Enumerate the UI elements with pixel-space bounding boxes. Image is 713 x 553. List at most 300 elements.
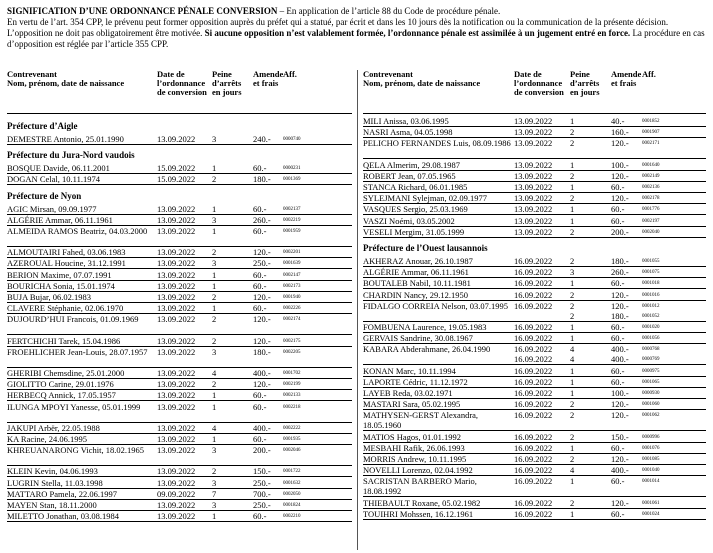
detention-days: 2 xyxy=(570,431,575,442)
detention-days: 3 xyxy=(212,477,217,488)
case-number: 0001639 xyxy=(283,261,301,267)
conversion-date: 09.09.2022 xyxy=(157,488,196,499)
offender-name: VASZI Noémi, 03.05.2002 xyxy=(363,215,455,226)
table-row xyxy=(363,377,706,388)
conversion-date: 13.09.2022 xyxy=(157,368,196,378)
detention-days: 4 xyxy=(212,368,217,378)
conversion-date: 16.09.2022 xyxy=(514,399,553,410)
left-column xyxy=(7,69,352,522)
fine-amount: 120.- xyxy=(611,170,629,181)
fine-amount: 250.- xyxy=(253,258,271,269)
offender-name: KHREUANARONG Vichit, 18.02.1965 xyxy=(7,445,144,456)
fine-amount: 60.- xyxy=(253,401,267,412)
case-number: 0002178 xyxy=(642,196,660,202)
case-number: 0001085 xyxy=(642,457,660,462)
case-number: 0002222 xyxy=(283,425,301,431)
case-number: 0001056 xyxy=(642,336,660,342)
offender-name: MATHYSEN-GERST Alexandra, 18.05.1960 xyxy=(363,410,479,431)
case-number: 0001852 xyxy=(642,119,660,124)
conversion-date: 13.09.2022 xyxy=(157,258,196,269)
detention-days: 3 xyxy=(212,258,217,269)
fine-amount: 200.- xyxy=(611,226,629,237)
fine-amount: 250.- xyxy=(253,500,271,510)
table-row xyxy=(363,366,706,377)
conversion-date: 13.09.2022 xyxy=(157,401,196,412)
offender-name: ALMEIDA RAMOS Beatriz, 04.03.2000 xyxy=(7,226,148,236)
document-body-end: La procédure en cas d’opposition est réglée par l’article 355 CPP. xyxy=(7,28,705,49)
offender-name: KABARA Abderahmane, 26.04.1990 xyxy=(363,344,491,355)
table-row xyxy=(363,333,706,344)
fine-amount: 400.- xyxy=(253,368,271,378)
detention-days: 1 xyxy=(570,116,575,126)
table-row xyxy=(363,160,706,171)
detention-days: 3 xyxy=(212,500,217,510)
conversion-date: 16.09.2022 xyxy=(514,333,553,344)
table-row xyxy=(363,454,706,465)
offender-name: BUJA Bujar, 06.02.1983 xyxy=(7,292,91,302)
offender-name: STANCA Richard, 06.01.1985 xyxy=(363,182,468,192)
conversion-date: 13.09.2022 xyxy=(157,390,196,401)
detention-days: 2 xyxy=(212,335,217,346)
table-row xyxy=(363,301,706,322)
conversion-date: 13.09.2022 xyxy=(157,214,196,225)
fine-amount: 260.- xyxy=(611,267,629,278)
detention-days: 2 xyxy=(570,454,575,464)
fine-amount: 60.- xyxy=(611,204,625,215)
table-row xyxy=(7,489,352,500)
case-number: 0002210 xyxy=(283,514,301,520)
offender-name: DEMESTRE Antonio, 25.01.1990 xyxy=(7,134,124,144)
fine-amount: 700.- xyxy=(253,488,271,499)
table-row xyxy=(7,174,352,185)
fine-amount: 60.- xyxy=(611,333,625,344)
detention-days: 2 xyxy=(212,466,217,477)
detention-days: 2 xyxy=(212,379,217,390)
table-row xyxy=(363,344,706,365)
conversion-date: 16.09.2022 xyxy=(514,508,553,519)
fine-amount: 180.- xyxy=(253,346,271,357)
detention-days: 1 xyxy=(570,442,575,453)
detention-days: 1 xyxy=(212,203,217,214)
fine-amount: 60.- xyxy=(253,511,267,522)
table-row xyxy=(363,432,706,443)
case-number: 0002197 xyxy=(642,218,660,224)
conversion-date: 13.09.2022 xyxy=(157,303,196,314)
offender-name: GIOLITTO Carine, 29.01.1976 xyxy=(7,379,114,390)
table-row xyxy=(7,215,352,226)
table-row xyxy=(7,292,352,303)
fine-amount: 260.- xyxy=(253,214,271,225)
case-number: 0002218 xyxy=(283,404,301,410)
table-row xyxy=(363,138,706,159)
header-date: Date de l’ordonnance de conversion xyxy=(514,69,564,97)
case-number: 0001016 xyxy=(642,292,660,298)
section-heading: Préfecture de Nyon xyxy=(7,190,82,201)
conversion-date: 13.09.2022 xyxy=(514,226,553,237)
document-body-bold: Si aucune opposition n’est valablement formée, l’ordonnance pénale est assimilée à un jugement entré en force. xyxy=(204,28,631,38)
detention-days: 1 xyxy=(212,390,217,401)
conversion-date: 16.09.2022 xyxy=(514,289,553,300)
case-number: 0001959 xyxy=(283,229,301,234)
case-number: 0000768 0000769 xyxy=(642,347,660,363)
offender-name: MORRIS Andrew, 10.11.1995 xyxy=(363,454,467,464)
header-aff: Aff. xyxy=(642,69,656,79)
detention-days: 2 xyxy=(212,292,217,302)
table-row xyxy=(363,256,706,267)
offender-name: FROEHLICHER Jean-Louis, 28.07.1957 xyxy=(7,346,148,357)
conversion-date: 13.09.2022 xyxy=(157,477,196,488)
document-header xyxy=(7,6,707,50)
table-row xyxy=(7,390,352,401)
conversion-date: 16.09.2022 xyxy=(514,365,553,376)
fine-amount: 160.- xyxy=(611,127,629,138)
conversion-date: 13.09.2022 xyxy=(157,445,196,456)
offender-name: GERVAIS Sandrine, 30.08.1967 xyxy=(363,333,473,344)
detention-days: 1 xyxy=(570,333,575,344)
offender-name: ALMOUTAIRI Fahed, 03.06.1983 xyxy=(7,247,126,258)
detention-days: 3 xyxy=(212,445,217,456)
case-number: 0001632 xyxy=(283,480,301,486)
table-row xyxy=(363,278,706,289)
case-number: 0002149 xyxy=(642,173,660,179)
table-row xyxy=(363,204,706,215)
conversion-date: 13.09.2022 xyxy=(514,159,553,170)
detention-days: 2 xyxy=(212,247,217,258)
offender-name: ALGÉRIE Ammar, 06.11.1961 xyxy=(7,214,113,225)
table-row xyxy=(7,500,352,511)
fine-amount: 60.- xyxy=(253,280,267,291)
detention-days: 2 xyxy=(570,399,575,410)
fine-amount: 40.- xyxy=(611,116,625,126)
case-number: 0001907 xyxy=(642,130,660,136)
column-divider xyxy=(357,70,358,550)
case-number: 0002219 xyxy=(283,217,301,223)
table-row xyxy=(7,247,352,258)
fine-amount: 250.- xyxy=(253,477,271,488)
offender-name: BERION Maxime, 07.07.1991 xyxy=(7,269,112,280)
table-row xyxy=(7,336,352,347)
conversion-date: 16.09.2022 xyxy=(514,322,553,332)
conversion-date: 16.09.2022 xyxy=(514,497,553,508)
detention-days: 3 xyxy=(212,346,217,357)
offender-name: TOUIHRI Mohssen, 16.12.1961 xyxy=(363,508,474,519)
case-number: 0002050 xyxy=(283,491,301,497)
conversion-date: 13.09.2022 xyxy=(157,292,196,302)
header-contrevenant: Contrevenant Nom, prénom, date de naissance xyxy=(7,69,125,88)
conversion-date: 15.09.2022 xyxy=(157,163,196,174)
case-number: 0002147 xyxy=(283,272,301,278)
right-column xyxy=(363,69,706,519)
detention-days: 2 xyxy=(570,138,575,149)
conversion-date: 13.09.2022 xyxy=(514,170,553,181)
offender-name: THIEBAULT Roxane, 05.02.1982 xyxy=(363,497,481,508)
offender-name: GHERIBI Chemsdine, 25.01.2000 xyxy=(7,368,125,378)
detention-days: 1 xyxy=(212,269,217,280)
case-number: 0001776 xyxy=(642,207,660,213)
fine-amount: 150.- xyxy=(611,431,629,442)
case-number: 0000740 xyxy=(283,137,301,142)
fine-amount: 120.- xyxy=(611,410,629,421)
conversion-date: 13.09.2022 xyxy=(514,204,553,215)
offender-name: AGIC Mirsan, 09.09.1977 xyxy=(7,203,97,214)
offender-name: MILETTO Jonathan, 03.08.1984 xyxy=(7,511,119,522)
detention-days: 1 xyxy=(570,376,575,387)
detention-days: 2 xyxy=(212,314,217,325)
fine-amount: 60.- xyxy=(253,203,267,214)
table-row xyxy=(7,347,352,368)
case-number: 0001702 xyxy=(283,371,301,376)
offender-name: MILI Anissa, 03.06.1995 xyxy=(363,116,449,126)
detention-days: 1 xyxy=(570,508,575,519)
case-number: 0001065 xyxy=(642,379,660,385)
detention-days: 1 xyxy=(570,476,575,487)
offender-name: BOSQUE Davide, 06.11.2001 xyxy=(7,163,110,174)
detention-days: 2 xyxy=(570,289,575,300)
fine-amount: 60.- xyxy=(611,215,625,226)
fine-amount: 60.- xyxy=(253,163,267,174)
conversion-date: 16.09.2022 xyxy=(514,278,553,289)
table-row xyxy=(363,465,706,476)
conversion-date: 13.09.2022 xyxy=(157,269,196,280)
table-row xyxy=(363,410,706,431)
case-number: 0002171 xyxy=(642,141,660,147)
detention-days: 1 xyxy=(212,434,217,444)
case-number: 0002136 xyxy=(642,185,660,190)
detention-days: 3 xyxy=(212,214,217,225)
fine-amount: 120.- xyxy=(611,138,629,149)
offender-name: AKHERAZ Anouar, 26.10.1987 xyxy=(363,256,473,266)
detention-days: 2 2 xyxy=(570,300,575,321)
table-row xyxy=(7,226,352,247)
case-number: 0000930 xyxy=(642,391,660,396)
table-header xyxy=(7,70,352,114)
detention-days: 1 xyxy=(570,159,575,170)
fine-amount: 60.- xyxy=(253,390,267,401)
offender-name: FIDALGO CORREIA Nelson, 03.07.1995 xyxy=(363,300,508,311)
conversion-date: 13.09.2022 xyxy=(157,314,196,325)
table-row xyxy=(7,466,352,477)
case-number: 0001055 xyxy=(642,259,660,264)
detention-days: 3 xyxy=(570,267,575,278)
detention-days: 1 xyxy=(212,163,217,174)
detention-days: 1 xyxy=(212,226,217,236)
table-row xyxy=(363,476,706,497)
table-row xyxy=(363,227,706,238)
fine-amount: 60.- xyxy=(253,226,267,236)
detention-days: 2 xyxy=(212,174,217,185)
table-row xyxy=(7,445,352,466)
offender-name: FOMBUENA Laurence, 19.05.1983 xyxy=(363,322,487,332)
conversion-date: 16.09.2022 xyxy=(514,431,553,442)
conversion-date: 16.09.2022 xyxy=(514,300,553,311)
conversion-date: 16.09.2022 xyxy=(514,410,553,421)
conversion-date: 16.09.2022 xyxy=(514,465,553,476)
document-body: En vertu de l’art. 354 CPP, le prévenu peut former opposition auprès du préfet qui a statué, par écrit et dans les 10 jours dès la notification ou la communication de la présente décision. L’opposition ne doit pas obligatoirement être motivée. xyxy=(7,17,669,38)
detention-days: 2 xyxy=(570,410,575,421)
detention-days: 2 xyxy=(570,226,575,237)
conversion-date: 13.09.2022 xyxy=(157,226,196,236)
offender-name: NASRI Asma, 04.05.1998 xyxy=(363,127,453,138)
offender-name: ILUNGA MPOYI Yanesse, 05.01.1999 xyxy=(7,401,141,412)
detention-days: 1 xyxy=(570,204,575,215)
fine-amount: 60.- xyxy=(253,269,267,280)
offender-name: SACRISTAN BARBERO Mario, 18.08.1992 xyxy=(363,476,477,497)
offender-name: KA Racine, 24.06.1995 xyxy=(7,434,88,444)
case-number: 0002201 xyxy=(283,250,301,256)
detention-days: 2 xyxy=(570,170,575,181)
detention-days: 1 xyxy=(212,303,217,314)
case-number: 0001640 xyxy=(642,162,660,168)
detention-days: 4 xyxy=(570,465,575,476)
offender-name: VESELI Mergim, 31.05.1999 xyxy=(363,226,465,237)
offender-name: ROBERT Jean, 07.05.1965 xyxy=(363,170,456,181)
offender-name: BOURICHA Sonia, 15.01.1974 xyxy=(7,280,115,291)
case-number: 0002199 xyxy=(283,382,301,388)
table-row xyxy=(7,163,352,174)
conversion-date: 13.09.2022 xyxy=(157,134,196,144)
table-row xyxy=(7,258,352,269)
offender-name: VASQUES Sergio, 25.03.1969 xyxy=(363,204,468,215)
conversion-date: 13.09.2022 xyxy=(157,511,196,522)
offender-name: MAYEN Stan, 18.11.2000 xyxy=(7,500,97,510)
case-number: 0001061 xyxy=(642,500,660,506)
conversion-date: 13.09.2022 xyxy=(514,215,553,226)
fine-amount: 120.- xyxy=(253,314,271,325)
table-row xyxy=(7,204,352,215)
case-number: 0002040 xyxy=(642,229,660,235)
case-number: 0001062 xyxy=(642,413,660,419)
header-peine: Peine d’arrêts en jours xyxy=(570,69,600,97)
offender-name: MESBAHI Rafik, 26.06.1993 xyxy=(363,442,465,453)
header-contrevenant: Contrevenant Nom, prénom, date de naissance xyxy=(363,69,481,88)
fine-amount: 120.- xyxy=(611,454,629,464)
fine-amount: 120.- xyxy=(253,335,271,346)
header-peine: Peine d’arrêts en jours xyxy=(212,69,242,97)
table-row xyxy=(363,216,706,227)
table-row xyxy=(7,368,352,379)
offender-name: ALGÉRIE Ammar, 06.11.1961 xyxy=(363,267,469,278)
offender-name: LAPORTE Cédric, 11.12.1972 xyxy=(363,376,468,387)
offender-name: MASTARI Sara, 05.02.1995 xyxy=(363,399,461,410)
detention-days: 1 xyxy=(570,182,575,192)
fine-amount: 60.- xyxy=(611,322,625,332)
detention-days: 2 xyxy=(570,497,575,508)
case-number: 0001075 xyxy=(642,270,660,276)
conversion-date: 13.09.2022 xyxy=(157,422,196,433)
offender-name: DOGAN Celal, 10.11.1974 xyxy=(7,174,100,185)
fine-amount: 120.- xyxy=(253,379,271,390)
case-number: 0000231 xyxy=(283,166,301,172)
detention-days: 1 xyxy=(570,322,575,332)
conversion-date: 13.09.2022 xyxy=(157,280,196,291)
conversion-date: 16.09.2022 xyxy=(514,442,553,453)
header-date: Date de l’ordonnance de conversion xyxy=(157,69,207,97)
fine-amount: 240.- xyxy=(253,134,271,144)
document-intro: – En application de l’article 88 du Code de procédure pénale. xyxy=(277,6,501,16)
fine-amount: 60.- xyxy=(253,303,267,314)
fine-amount: 120.- xyxy=(253,292,271,302)
detention-days: 4 4 xyxy=(570,344,575,365)
table-row xyxy=(363,116,706,127)
table-row xyxy=(363,498,706,509)
conversion-date: 13.09.2022 xyxy=(514,193,553,204)
offender-name: HERBECQ Annick, 17.05.1957 xyxy=(7,390,116,401)
fine-amount: 60.- xyxy=(611,508,625,519)
conversion-date: 16.09.2022 xyxy=(514,267,553,278)
fine-amount: 100.- xyxy=(611,388,629,398)
offender-name: DUJOURD’HUI Francois, 01.09.1969 xyxy=(7,314,139,325)
fine-amount: 60.- xyxy=(611,182,625,192)
fine-amount: 60.- xyxy=(611,376,625,387)
table-row xyxy=(7,402,352,423)
case-number: 0002173 xyxy=(283,283,301,289)
fine-amount: 120.- xyxy=(611,497,629,508)
case-number: 0001940 xyxy=(283,295,301,300)
conversion-date: 13.09.2022 xyxy=(514,182,553,192)
fine-amount: 60.- xyxy=(611,278,625,289)
conversion-date: 16.09.2022 xyxy=(514,376,553,387)
offender-name: FERTCHICHI Tarek, 15.04.1986 xyxy=(7,335,121,346)
detention-days: 1 xyxy=(570,388,575,398)
table-row xyxy=(363,399,706,410)
conversion-date: 16.09.2022 xyxy=(514,256,553,266)
detention-days: 1 xyxy=(570,278,575,289)
case-number: 0002046 xyxy=(283,448,301,454)
case-number: 0002226 xyxy=(283,306,301,312)
offender-name: KLEIN Kevin, 04.06.1993 xyxy=(7,466,98,477)
case-number: 0001369 xyxy=(283,177,301,183)
conversion-date: 13.09.2022 xyxy=(157,247,196,258)
conversion-date: 13.09.2022 xyxy=(157,346,196,357)
conversion-date: 16.09.2022 xyxy=(514,388,553,398)
offender-name: CLAVERE Stéphanie, 02.06.1970 xyxy=(7,303,124,314)
case-number: 0001076 xyxy=(642,445,660,451)
fine-amount: 400.- 400.- xyxy=(611,344,629,365)
table-row xyxy=(363,509,706,520)
conversion-date: 13.09.2022 xyxy=(157,203,196,214)
detention-days: 1 xyxy=(212,401,217,412)
conversion-date: 15.09.2022 xyxy=(157,174,196,185)
table-header xyxy=(363,70,706,114)
detention-days: 7 xyxy=(212,488,217,499)
detention-days: 4 xyxy=(212,422,217,433)
case-number: 0000975 xyxy=(642,368,660,374)
table-row xyxy=(363,182,706,193)
fine-amount: 60.- xyxy=(611,365,625,376)
conversion-date: 13.09.2022 xyxy=(514,127,553,138)
table-row xyxy=(363,322,706,333)
table-row xyxy=(363,193,706,204)
table-row xyxy=(363,127,706,138)
fine-amount: 150.- xyxy=(253,466,271,477)
table-row xyxy=(363,290,706,301)
table-row xyxy=(363,388,706,399)
conversion-date: 16.09.2022 xyxy=(514,454,553,464)
case-number: 0000996 xyxy=(642,434,660,440)
detention-days: 1 xyxy=(212,280,217,291)
offender-name: QELA Almerim, 29.08.1987 xyxy=(363,159,461,170)
fine-amount: 120.- xyxy=(611,399,629,410)
offender-name: NOVELLI Lorenzo, 02.04.1992 xyxy=(363,465,473,476)
detention-days: 2 xyxy=(570,193,575,204)
header-amende: Amende et frais xyxy=(253,69,284,88)
conversion-date: 13.09.2022 xyxy=(514,138,553,149)
case-number: 0002137 xyxy=(283,206,301,212)
table-row xyxy=(7,423,352,434)
case-number: 0001024 xyxy=(642,511,660,517)
table-row xyxy=(7,281,352,292)
document-title: SIGNIFICATION D’UNE ORDONNANCE PÉNALE CONVERSION xyxy=(7,6,278,16)
